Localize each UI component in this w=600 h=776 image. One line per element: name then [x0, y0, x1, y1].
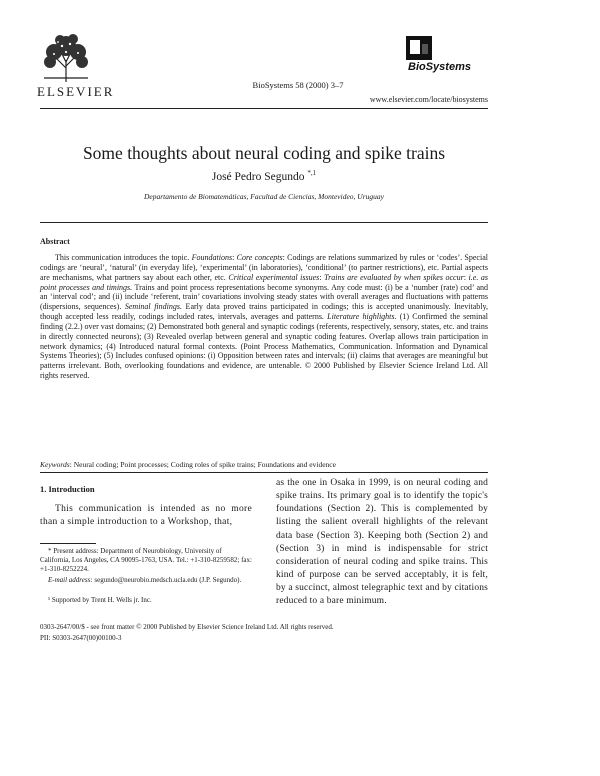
keywords-text: : Neural coding; Point processes; Coding roles of spike trains; Foundations and evidence	[69, 460, 336, 469]
keywords	[40, 460, 488, 469]
footnote-rule	[40, 543, 96, 544]
header-rule	[40, 108, 488, 109]
author-marks: *,1	[307, 169, 317, 177]
article-title: Some thoughts about neural coding and spike trains	[82, 143, 446, 163]
footnote-email	[40, 576, 252, 585]
journal-url[interactable]: www.elsevier.com/locate/biosystems	[369, 95, 488, 104]
publisher-name: ELSEVIER	[37, 84, 115, 99]
abstract-heading: Abstract	[40, 237, 70, 246]
pii-line: PII: S0303-2647(00)00100-3	[40, 634, 122, 642]
author-line	[40, 169, 488, 183]
email-label: E-mail address:	[48, 576, 93, 584]
abstract-body: This communication introduces the topic. Foundations: Core concepts: Codings are relations summarized by rules or ‘codes’. Special codings are ‘neural’, ‘natural’ (in everyday life), ‘experimental’ (in laboratories), ‘conditional’ (to partner restrictions), etc. Partial aspects are mechanisms, what partners say about each other, etc. Critical experimental issues: Trains are evaluated by when spikes occur: i.e. as point processes and timings. Trains and point process representations become synonyms. Any code must: (i) be a ‘number (rate) cod’ and an ‘interval cod’; and (ii) include ‘referent, train’ covariations involving steady states with overall averages and fluctuations with patterns (dispersions, sequences). Seminal findings. Early data proved trains participated in codings; this is accepted unanimously. Inevitably, though accepted less readily, codings included rates, intervals, averages and patterns. Literature highlights. (1) Confirmed the seminal finding (2.2.) over vast domains; (2) Demonstrated both general and synaptic codings (referents, respectively, sensory, states, etc. and trains in directly connected neurons); (3) Revealed overlap between general and synaptic coding features. Overlap allows train participation in network dynamics; (4) Introduced natural formal contexts. (Point Process Mathematics, Communication. Information and Dynamical Systems Theories); (5) Includes confused opinions: (i) Opposition between rates and intervals; (ii) claims that averages are meaningful but patterns irrelevant. Both, overlooking foundations and evidence, are untenable. © 2000 Published by Elsevier Science Ireland Ltd. All rights reserved.	[40, 253, 489, 381]
title-rule	[40, 222, 488, 223]
keywords-label: Keywords	[40, 460, 70, 469]
intro-column-right: as the one in Osaka in 1999, is on neural coding and spike trains. Its primary goal is to identify the topic's foundations (Section 2). This is complemented by listing the salient overall highlights of the relevant data base (Section 3). Keeping both (Section 2) and (Section 3) in mind is indispensable for strict consideration of neural coding and spike trains. This kind of purpose can be served acceptably, it is felt, by a succinct, almost telegraphic text and by citations reduced to a bare minimum.	[276, 478, 488, 607]
journal-reference: BioSystems 58 (2000) 3–7	[252, 80, 344, 90]
elsevier-tree-logo	[40, 32, 92, 84]
email-text[interactable]: segundo@neurobio.medsch.ucla.edu (J.P. Segundo).	[92, 576, 242, 584]
intro-column-left: This communication is intended as no more than a simple introduction to a Workshop, that,	[40, 504, 252, 527]
abstract-rule	[40, 472, 488, 473]
author-name: José Pedro Segundo	[211, 170, 305, 183]
biosystems-logo-text: BioSystems	[408, 61, 471, 73]
footnote-present-address: * Present address: Department of Neurobiology, University of California, Los Angeles, CA 90095-1763, USA. Tel.: +1-310-8259582; fax: +1-310-8252224.	[40, 547, 252, 573]
biosystems-logo	[406, 36, 486, 78]
affiliation: Departamento de Biomatemáticas, Facultad de Ciencias, Montevideo, Uruguay	[144, 192, 384, 201]
copyright-line: 0303-2647/00/$ - see front matter © 2000 Published by Elsevier Science Ireland Ltd. All rights reserved.	[40, 623, 334, 631]
section-heading-introduction: 1. Introduction	[40, 484, 95, 494]
footnote-support: ¹ Supported by Trent H. Wells jr. Inc.	[48, 596, 152, 604]
